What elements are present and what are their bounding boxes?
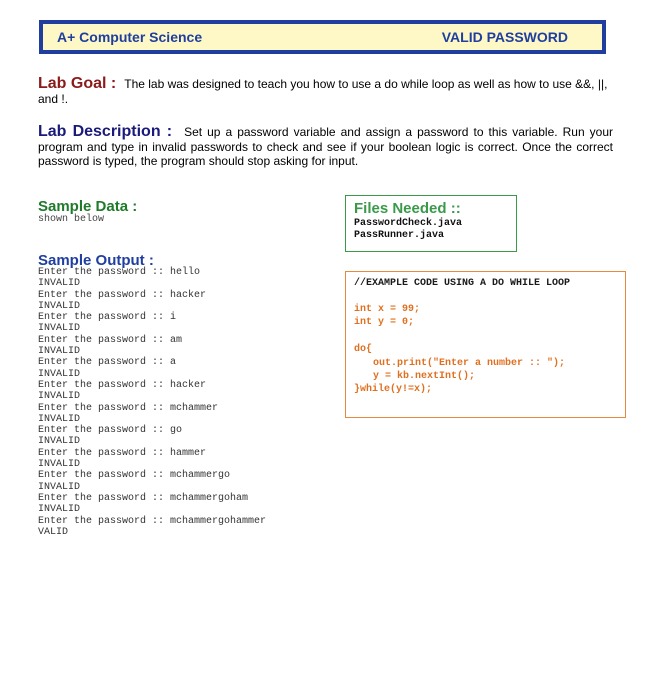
code-line: y = kb.nextInt(); (373, 371, 476, 382)
code-line: int y = 0; (354, 317, 415, 328)
output-line: INVALID (38, 323, 81, 335)
output-line: Enter the password :: i (38, 312, 177, 324)
output-line: Enter the password :: hello (38, 267, 201, 278)
output-line: Enter the password :: mchammergohammer (38, 515, 267, 527)
output-line: Enter the password :: a (38, 357, 177, 369)
lab-description (38, 125, 613, 169)
output-line: VALID (38, 526, 69, 538)
file-name: PassRunner.java (354, 230, 445, 241)
output-line: INVALID (38, 481, 81, 493)
output-line: INVALID (38, 300, 81, 312)
lab-goal (38, 76, 618, 107)
header-banner (39, 20, 606, 54)
lab-goal-title: Lab Goal : (38, 75, 117, 92)
sample-output-console (38, 267, 266, 538)
sample-data-subtitle: shown below (38, 214, 105, 225)
lab-title: VALID PASSWORD (441, 29, 568, 45)
code-line: do{ (354, 344, 373, 355)
files-needed-title: Files Needed :: (354, 200, 461, 217)
code-line: out.print("Enter a number :: "); (373, 358, 566, 369)
example-code-box (345, 271, 626, 418)
output-line: INVALID (38, 413, 81, 425)
output-line: Enter the password :: mchammergo (38, 470, 231, 482)
sample-data-title: Sample Data : (38, 198, 138, 215)
output-line: INVALID (38, 346, 81, 358)
output-line: Enter the password :: go (38, 425, 183, 437)
code-comment: //EXAMPLE CODE USING A DO WHILE LOOP (354, 278, 571, 289)
output-line: Enter the password :: mchammergoham (38, 492, 249, 504)
output-line: Enter the password :: hacker (38, 379, 207, 391)
output-line: INVALID (38, 459, 81, 471)
course-title: A+ Computer Science (57, 29, 203, 45)
file-name: PasswordCheck.java (354, 218, 463, 229)
output-line: Enter the password :: am (38, 334, 183, 346)
lab-description-title: Lab Description : (38, 123, 173, 140)
sample-output-title: Sample Output : (38, 252, 154, 269)
lab-description-text: Set up a password variable and assign a password to this variable. Run your program and type in invalid passwords to check and see if your boolean logic is correct. Once the correct password is typed, the program should stop asking for input. (38, 125, 613, 168)
code-line: int x = 99; (354, 304, 421, 315)
output-line: INVALID (38, 278, 81, 290)
output-line: INVALID (38, 391, 81, 403)
output-line: INVALID (38, 504, 81, 516)
output-line: INVALID (38, 436, 81, 448)
output-line: Enter the password :: hammer (38, 447, 207, 459)
code-line: }while(y!=x); (354, 384, 433, 395)
output-line: INVALID (38, 368, 81, 380)
output-line: Enter the password :: hacker (38, 289, 207, 301)
output-line: Enter the password :: mchammer (38, 402, 219, 414)
lab-goal-text: The lab was designed to teach you how to use a do while loop as well as how to use &&, ||, and !. (38, 77, 608, 106)
files-needed-box (345, 195, 517, 252)
